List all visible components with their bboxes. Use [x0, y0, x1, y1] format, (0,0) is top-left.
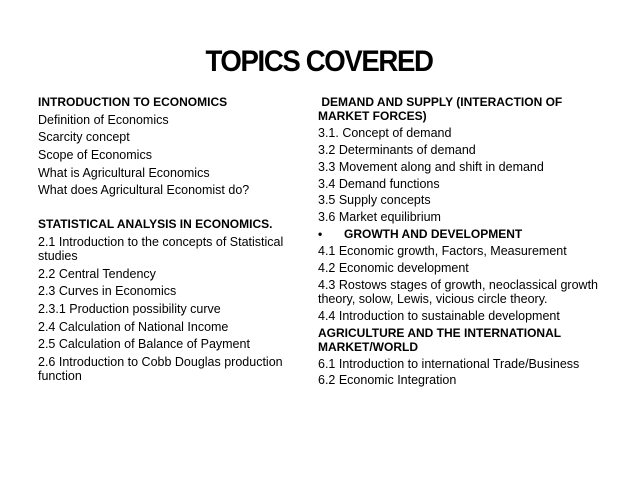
bullet-icon: •: [318, 227, 323, 242]
list-item: 2.3 Curves in Economics: [38, 284, 177, 299]
list-item: What does Agricultural Economist do?: [38, 183, 250, 198]
list-item: 2.6 Introduction to Cobb Douglas production function: [38, 354, 283, 383]
list-item: 2.1 Introduction to the concepts of Statistical studies: [38, 234, 284, 263]
section-heading-demand: DEMAND AND SUPPLY (INTERACTION OF MARKET FORCES): [318, 95, 566, 123]
list-item: 4.4 Introduction to sustainable development: [318, 308, 560, 323]
section-heading-agriculture: AGRICULTURE AND THE INTERNATIONAL MARKET/WORLD: [318, 325, 561, 354]
section-heading-statistical: STATISTICAL ANALYSIS IN ECONOMICS.: [38, 217, 273, 232]
list-item: 2.5 Calculation of Balance of Payment: [38, 337, 250, 352]
page-title: TOPICS COVERED: [205, 45, 433, 78]
list-item: 3.3 Movement along and shift in demand: [318, 159, 544, 174]
list-item: 2.3.1 Production possibility curve: [38, 301, 221, 316]
section-heading-growth: [318, 227, 608, 241]
section-gap: [38, 201, 306, 217]
list-item: 6.1 Introduction to international Trade/Business: [318, 356, 580, 371]
list-item: 3.5 Supply concepts: [318, 193, 431, 208]
list-item: 4.1 Economic growth, Factors, Measurement: [318, 244, 567, 259]
list-item: What is Agricultural Economics: [38, 165, 210, 180]
list-item: Definition of Economics: [38, 112, 169, 127]
left-column: [38, 95, 306, 387]
section-heading-intro: INTRODUCTION TO ECONOMICS: [38, 95, 228, 109]
list-item: 4.2 Economic development: [318, 261, 469, 276]
list-item: 3.6 Market equilibrium: [318, 210, 441, 225]
list-item: 4.3 Rostows stages of growth, neoclassical growth theory, solow, Lewis, vicious circle theory.: [318, 277, 598, 306]
list-item: 3.1. Concept of demand: [318, 125, 452, 140]
list-item: 2.4 Calculation of National Income: [38, 319, 229, 334]
list-item: Scarcity concept: [38, 130, 130, 145]
right-column: [318, 95, 608, 390]
list-item: 6.2 Economic Integration: [318, 373, 457, 388]
list-item: 3.4 Demand functions: [318, 176, 440, 191]
list-item: 2.2 Central Tendency: [38, 266, 156, 281]
list-item: Scope of Economics: [38, 148, 152, 163]
list-item: 3.2 Determinants of demand: [318, 142, 476, 157]
section-heading-growth-label: GROWTH AND DEVELOPMENT: [344, 227, 523, 242]
